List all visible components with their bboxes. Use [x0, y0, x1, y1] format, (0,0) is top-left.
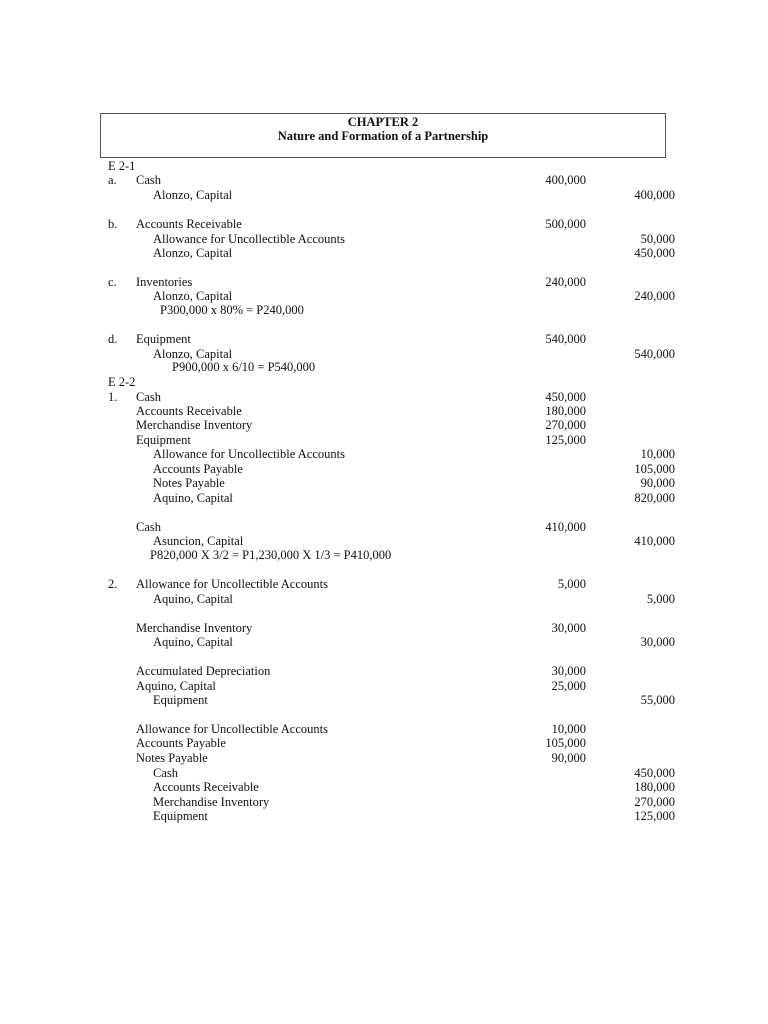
debit-amount: 10,000 — [551, 722, 586, 736]
debit-amount: 270,000 — [545, 418, 586, 432]
item-number-1: 1. — [108, 390, 118, 404]
debit-amount: 180,000 — [545, 404, 586, 418]
debit-amount: 540,000 — [545, 332, 586, 346]
credit-account: Asuncion, Capital — [153, 534, 244, 548]
credit-amount: 55,000 — [640, 693, 675, 707]
chapter-header-box — [100, 113, 666, 158]
debit-amount: 400,000 — [545, 173, 586, 187]
debit-account: Notes Payable — [136, 751, 208, 765]
credit-account: Merchandise Inventory — [153, 795, 270, 809]
exercise-label-e2-1: E 2-1 — [108, 159, 136, 173]
debit-account: Merchandise Inventory — [136, 418, 253, 432]
credit-amount: 270,000 — [634, 795, 675, 809]
credit-amount: 410,000 — [634, 534, 675, 548]
credit-amount: 450,000 — [634, 246, 675, 260]
credit-account: Alonzo, Capital — [153, 246, 233, 260]
credit-amount: 820,000 — [634, 491, 675, 505]
debit-amount: 25,000 — [551, 679, 586, 693]
credit-account: Equipment — [153, 693, 208, 707]
credit-amount: 180,000 — [634, 780, 675, 794]
debit-account: Accounts Receivable — [136, 404, 242, 418]
credit-account: Notes Payable — [153, 476, 225, 490]
debit-amount: 500,000 — [545, 217, 586, 231]
item-letter-b: b. — [108, 217, 118, 231]
debit-account: Cash — [136, 390, 161, 404]
debit-account: Cash — [136, 520, 161, 534]
credit-amount: 240,000 — [634, 289, 675, 303]
debit-amount: 410,000 — [545, 520, 586, 534]
credit-account: Accounts Receivable — [153, 780, 259, 794]
debit-account: Cash — [136, 173, 161, 187]
item-letter-c: c. — [108, 275, 117, 289]
debit-amount: 450,000 — [545, 390, 586, 404]
credit-account: Accounts Payable — [153, 462, 243, 476]
credit-amount: 400,000 — [634, 188, 675, 202]
debit-account: Equipment — [136, 332, 191, 346]
debit-amount: 5,000 — [557, 577, 586, 591]
credit-account: Alonzo, Capital — [153, 347, 233, 361]
debit-account: Allowance for Uncollectible Accounts — [136, 577, 328, 591]
debit-account: Allowance for Uncollectible Accounts — [136, 722, 328, 736]
credit-account: Equipment — [153, 809, 208, 823]
computation-note: P820,000 X 3/2 = P1,230,000 X 1/3 = P410,000 — [150, 548, 392, 562]
debit-account: Equipment — [136, 433, 191, 447]
credit-amount: 30,000 — [640, 635, 675, 649]
credit-account: Aquino, Capital — [153, 491, 233, 505]
chapter-title: Nature and Formation of a Partnership — [277, 129, 489, 143]
chapter-number: CHAPTER 2 — [347, 115, 419, 129]
credit-amount: 450,000 — [634, 766, 675, 780]
credit-account: Allowance for Uncollectible Accounts — [153, 232, 345, 246]
credit-amount: 540,000 — [634, 347, 675, 361]
debit-account: Merchandise Inventory — [136, 621, 253, 635]
debit-account: Aquino, Capital — [136, 679, 216, 693]
credit-account: Alonzo, Capital — [153, 188, 233, 202]
debit-account: Accounts Payable — [136, 736, 226, 750]
credit-amount: 105,000 — [634, 462, 675, 476]
credit-account: Aquino, Capital — [153, 635, 233, 649]
debit-amount: 30,000 — [551, 664, 586, 678]
credit-account: Aquino, Capital — [153, 592, 233, 606]
credit-account: Alonzo, Capital — [153, 289, 233, 303]
credit-amount: 125,000 — [634, 809, 675, 823]
debit-account: Accumulated Depreciation — [136, 664, 271, 678]
debit-amount: 30,000 — [551, 621, 586, 635]
credit-account: Cash — [153, 766, 178, 780]
item-letter-a: a. — [108, 173, 117, 187]
credit-account: Allowance for Uncollectible Accounts — [153, 447, 345, 461]
credit-amount: 50,000 — [640, 232, 675, 246]
debit-amount: 125,000 — [545, 433, 586, 447]
debit-amount: 105,000 — [545, 736, 586, 750]
debit-amount: 240,000 — [545, 275, 586, 289]
exercise-label-e2-2: E 2-2 — [108, 375, 136, 389]
computation-note: P300,000 x 80% = P240,000 — [160, 303, 304, 317]
item-letter-d: d. — [108, 332, 118, 346]
debit-amount: 90,000 — [551, 751, 586, 765]
credit-amount: 10,000 — [640, 447, 675, 461]
computation-note: P900,000 x 6/10 = P540,000 — [172, 360, 316, 374]
item-number-2: 2. — [108, 577, 118, 591]
debit-account: Accounts Receivable — [136, 217, 242, 231]
credit-amount: 90,000 — [640, 476, 675, 490]
debit-account: Inventories — [136, 275, 193, 289]
credit-amount: 5,000 — [646, 592, 675, 606]
